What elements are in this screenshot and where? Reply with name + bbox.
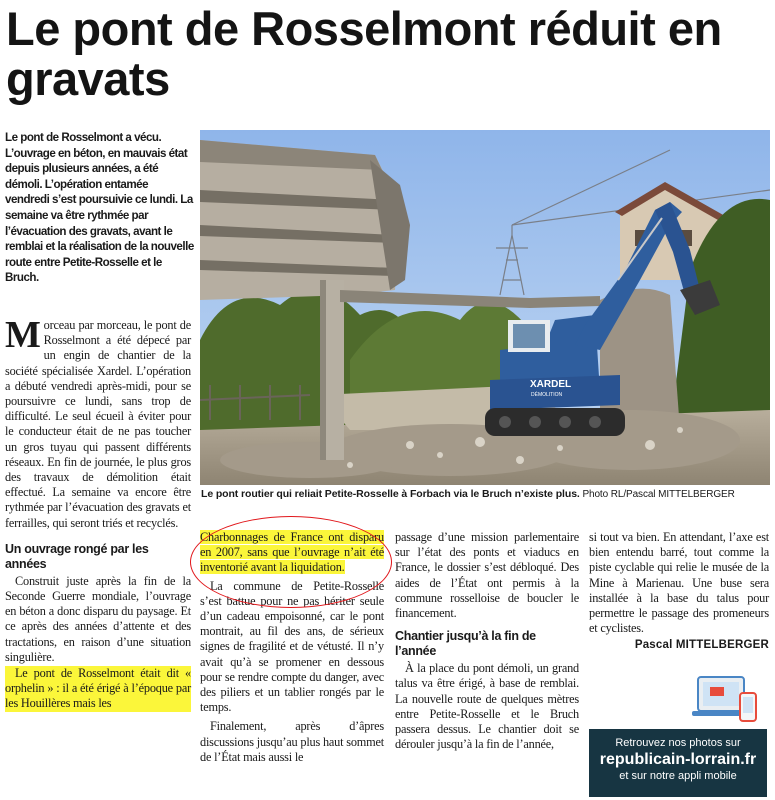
column-1 (5, 314, 191, 712)
lead-text: orceau par morceau, le pont de Rosselmont a été dépecé par un engin de chantier de la société spécialisée Xardel. L’opération a débuté vendredi après-midi, pour se poursuivre ce lundi, sans trop de difficulté. Le seul écueil à éviter pour le conducteur était de ne pas toucher un gros tuyau qui passent différents réseaux. En fin de journée, le plus gros des travaux de démolition était effectué. La semaine va encore être rythmée par l’évacuation des gravats et ferrailles, qui seront triés et recyclés. (5, 318, 191, 530)
paragraph-construit: Construit juste après la fin de la Seconde Guerre mondiale, l’ouvrage en béton a donc disparu du paysage. Et ce après des années d’attente et des tractations, en raison d’une situation singulière. (5, 573, 191, 664)
article-lead-summary: Le pont de Rosselmont a vécu. L’ouvrage en béton, en mauvais état depuis plusieurs années, a été démoli. L’opération entamée vendredi s’est poursuivie ce lundi. La semaine va être rythmée par l’évacuation des gravats, avant le remblai et la réalisation de la nouvelle route entre Petite-Rosselle et le Bruch. (5, 131, 194, 285)
devices-icon (690, 675, 762, 732)
column-4 (589, 530, 769, 654)
paragraph-talus: À la place du pont démoli, un grand talus va être érigé, à base de remblai. La nouvelle route de quelques mètres entre Petite-Rosselle et le Bruch passera dessus. Le chantier doit se dérouler jusqu’à la fin de l’année, (395, 661, 579, 752)
paragraph-passage: passage d’une mission parlementaire sur l’état des ponts et viaducs en France, le dossier s’est débloqué. Des aides de l’État ont permis à la commune rosselloise de boucler le financement. (395, 530, 579, 621)
photo-caption (201, 488, 769, 501)
demolition-photo (200, 130, 770, 485)
headline: Le pont de Rosselmont réduit en gravats (6, 2, 722, 105)
article-photo (200, 130, 770, 485)
excavator-subtitle: DÉMOLITION (531, 392, 563, 398)
caption-text: Le pont routier qui reliait Petite-Rosselle à Forbach via le Bruch n’existe plus. (201, 488, 580, 500)
promo-box[interactable] (589, 729, 767, 797)
highlight-text: Charbonnages de France ont disparu en 2007, sans que l’ouvrage n’ait été inventorié avant la liquidation. (200, 530, 384, 575)
highlighted-paragraph: Le pont de Rosselmont était dit « orphelin » : il a été érigé à l’époque par les Houillères mais les (5, 666, 191, 711)
paragraph-finalement: Finalement, après d’âpres discussions jusqu’au plus haut sommet de l’État mais aussi le (200, 719, 384, 764)
author-signature: Pascal MITTELBERGER (634, 639, 769, 652)
promo-line-1: Retrouvez nos photos sur (615, 737, 741, 749)
photo-credit: Photo RL/Pascal MITTELBERGER (582, 489, 735, 500)
paragraph-attendant: si tout va bien. En attendant, l’axe est bien entendu barré, tout comme la piste cyclable qui relie le musée de la Mine à Marienau. Une buse sera installée à la base du talus pour permettre le passage des promeneurs et cyclistes. (589, 530, 769, 636)
red-circle-annotation (190, 516, 392, 608)
subhead-chantier: Chantier jusqu’à la fin de l’année (395, 629, 536, 659)
paragraph-commune: La commune de Petite-Rosselle s’est battue pour ne pas hériter seule d’un cadeau empoisonné, car le pont montrait, au fil des ans, de sérieux signes de fragilité et de vétusté. Il n’y avait qu’à se promener en dessous pour se rendre compte du danger, avec des piliers et un tablier rongés par le temps. (200, 578, 384, 715)
excavator-brand: XARDEL (530, 379, 572, 390)
column-3 (395, 530, 579, 752)
subhead-ouvrage: Un ouvrage rongé par les années (5, 541, 149, 571)
promo-line-3: et sur notre appli mobile (619, 770, 737, 782)
dropcap: M (5, 314, 41, 356)
lead-paragraph (5, 314, 191, 531)
promo-site-link[interactable]: republicain-lorrain.fr (599, 751, 757, 768)
